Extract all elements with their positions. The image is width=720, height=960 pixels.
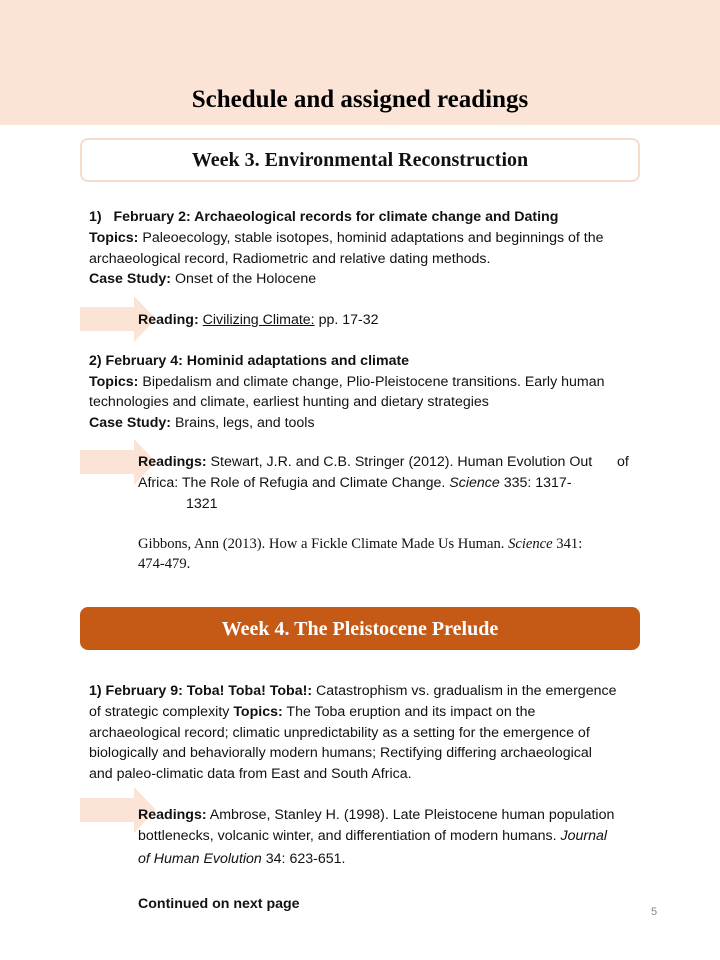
w3-item2-topics: Topics: Bipedalism and climate change, Plio-Pleistocene transitions. Early human	[89, 374, 605, 390]
w4-item1-line2: of strategic complexity Topics: The Toba eruption and its impact on the	[89, 704, 536, 720]
w4-item1-line1: 1) February 9: Toba! Toba! Toba!: Catastrophism vs. gradualism in the emergence	[89, 683, 617, 699]
w3-item2-topics-cont: technologies and climate, earliest hunting and dietary strategies	[89, 394, 489, 410]
w3-item2-reading2-line1: Gibbons, Ann (2013). How a Fickle Climate Made Us Human. Science 341:	[138, 536, 583, 552]
w3-item1-header: 1) February 2: Archaeological records for climate change and Dating	[89, 209, 559, 225]
w3-item2-reading2-line2: 474-479.	[138, 556, 191, 572]
w4-item1-line5: and paleo-climatic data from East and South Africa.	[89, 766, 412, 782]
w4-item1-reading-line3: of Human Evolution 34: 623-651.	[138, 851, 346, 867]
w3-item2-header: 2) February 4: Hominid adaptations and climate	[89, 353, 410, 369]
page-number: 5	[651, 906, 658, 918]
week3-heading: Week 3. Environmental Reconstruction	[80, 138, 640, 182]
w4-item1-line4: biologically and behaviorally modern humans; Rectifying differing archaeological	[89, 745, 592, 761]
w4-item1-reading-line1: Readings: Ambrose, Stanley H. (1998). Late Pleistocene human population	[138, 807, 615, 823]
week4-heading: Week 4. The Pleistocene Prelude	[80, 607, 640, 650]
w3-item1-reading: Reading: Civilizing Climate: pp. 17-32	[138, 312, 379, 328]
w3-item2-reading1-line3: 1321	[186, 496, 218, 512]
w3-item2-case-study: Case Study: Brains, legs, and tools	[89, 415, 315, 431]
w3-item2-reading1-line1: Readings: Stewart, J.R. and C.B. Stringer (2012). Human Evolution Out	[138, 454, 593, 470]
w3-item2-reading1-of: of	[617, 454, 629, 470]
w3-item1-case-study: Case Study: Onset of the Holocene	[89, 271, 317, 287]
w3-item1-topics-cont: archaeological record, Radiometric and relative dating methods.	[89, 251, 491, 267]
continued-note: Continued on next page	[138, 896, 300, 912]
w3-item2-reading1-line2: Africa: The Role of Refugia and Climate Change. Science 335: 1317-	[138, 475, 572, 491]
w4-item1-reading-line2: bottlenecks, volcanic winter, and differentiation of modern humans. Journal	[138, 828, 608, 844]
w4-item1-line3: archaeological record; climatic unpredictability as a setting for the emergence of	[89, 725, 590, 741]
w3-item1-topics: Topics: Paleoecology, stable isotopes, hominid adaptations and beginnings of the	[89, 230, 604, 246]
page-title: Schedule and assigned readings	[191, 86, 529, 113]
